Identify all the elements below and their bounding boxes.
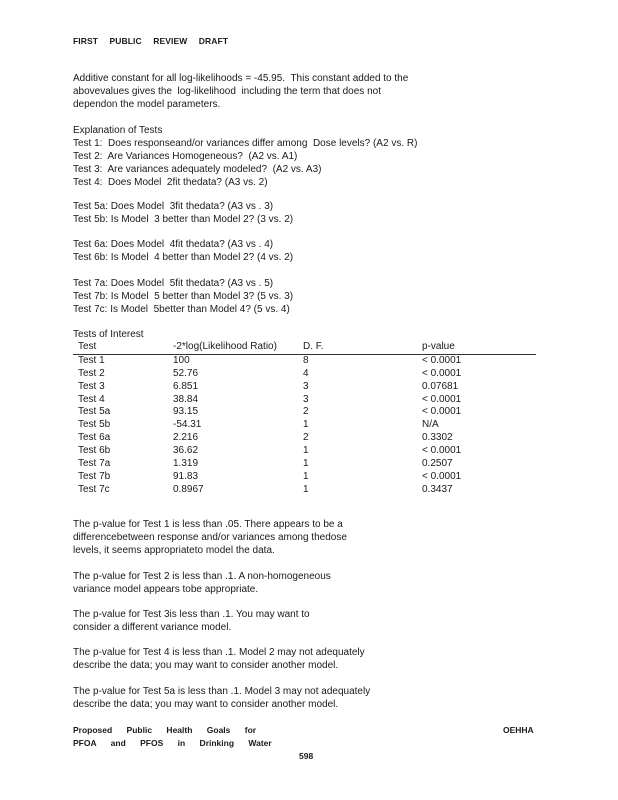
- footer-line: Proposed Public Health Goals for: [73, 725, 257, 735]
- p-value-cell: 0.3302: [422, 432, 453, 444]
- paragraph-test-1: [73, 518, 533, 557]
- df-cell: 1: [303, 419, 309, 431]
- likelihood-ratio-cell: -54.31: [173, 419, 202, 431]
- text-line: The p-value for Test 1 is less than .05. There appears to be a: [73, 519, 343, 530]
- footer-document-title: [73, 724, 272, 750]
- df-cell: 4: [303, 367, 309, 379]
- likelihood-ratio-cell: 0.8967: [173, 483, 204, 495]
- table-row: [73, 432, 536, 445]
- test-name-cell: Test 3: [78, 380, 105, 392]
- page-header: FIRST PUBLIC REVIEW DRAFT: [73, 36, 229, 46]
- text-line: The p-value for Test 3is less than .1. You may want to: [73, 609, 310, 620]
- p-value-cell: N/A: [422, 419, 439, 431]
- p-value-cell: < 0.0001: [422, 367, 462, 379]
- table-row: [73, 381, 536, 394]
- likelihood-ratio-cell: 38.84: [173, 393, 199, 405]
- table-row: [73, 471, 536, 484]
- p-value-cell: 0.3437: [422, 483, 453, 495]
- p-value-cell: < 0.0001: [422, 393, 462, 405]
- tests-7-block: [73, 277, 543, 316]
- text-line: The p-value for Test 4 is less than .1. Model 2 may not adequately: [73, 647, 365, 658]
- p-value-cell: < 0.0001: [422, 406, 462, 418]
- text-line: Test 1: Does responseand/or variances differ among Dose levels? (A2 vs. R): [73, 138, 418, 149]
- test-name-cell: Test 2: [78, 367, 105, 379]
- text-line: Test 4: Does Model 2fit thedata? (A3 vs. 2): [73, 177, 268, 188]
- df-cell: 3: [303, 393, 309, 405]
- test-name-cell: Test 7b: [78, 470, 111, 482]
- footer-agency: OEHHA: [503, 725, 534, 735]
- likelihood-ratio-cell: 52.76: [173, 367, 199, 379]
- p-value-cell: < 0.0001: [422, 354, 462, 366]
- test-name-cell: Test 4: [78, 393, 105, 405]
- df-cell: 2: [303, 406, 309, 418]
- df-cell: 1: [303, 470, 309, 482]
- table-row: [73, 458, 536, 471]
- text-line: levels, it seems appropriateto model the data.: [73, 545, 275, 556]
- text-line: describe the data; you may want to consider another model.: [73, 660, 339, 671]
- table-row: [73, 419, 536, 432]
- df-cell: 1: [303, 445, 309, 457]
- footer-line: PFOA and PFOS in Drinking Water: [73, 738, 272, 748]
- p-value-cell: 0.2507: [422, 458, 453, 470]
- table-row: [73, 445, 536, 458]
- table-body: [73, 355, 536, 497]
- test-name-cell: Test 6a: [78, 432, 111, 444]
- likelihood-ratio-cell: 2.216: [173, 432, 199, 444]
- test-name-cell: Test 5b: [78, 419, 111, 431]
- text-line: describe the data; you may want to consider another model.: [73, 699, 339, 710]
- likelihood-ratio-cell: 91.83: [173, 470, 199, 482]
- table-header-row: [73, 341, 536, 355]
- text-line: Test 3: Are variances adequately modeled? (A2 vs. A3): [73, 164, 322, 175]
- text-line: The p-value for Test 5a is less than .1. Model 3 may not adequately: [73, 686, 371, 697]
- table-row: [73, 355, 536, 368]
- text-line: Test 2: Are Variances Homogeneous? (A2 vs. A1): [73, 151, 298, 162]
- table-row: [73, 394, 536, 407]
- test-name-cell: Test 7a: [78, 458, 111, 470]
- table-row: [73, 368, 536, 381]
- text-line: dependon the model parameters.: [73, 99, 221, 110]
- df-cell: 1: [303, 458, 309, 470]
- test-name-cell: Test 1: [78, 354, 105, 366]
- text-line: Test 5a: Does Model 3fit thedata? (A3 vs . 3): [73, 201, 274, 212]
- text-line: differencebetween response and/or variances among thedose: [73, 532, 347, 543]
- column-header: Test: [78, 341, 97, 352]
- section-heading: Explanation of Tests: [73, 125, 163, 136]
- likelihood-ratio-cell: 6.851: [173, 380, 199, 392]
- df-cell: 2: [303, 432, 309, 444]
- test-name-cell: Test 5a: [78, 406, 111, 418]
- column-header: p-value: [422, 341, 455, 352]
- paragraph-test-4: [73, 646, 533, 672]
- constant-note: [73, 72, 543, 111]
- likelihood-ratio-cell: 1.319: [173, 458, 199, 470]
- test-name-cell: Test 6b: [78, 445, 111, 457]
- likelihood-ratio-cell: 93.15: [173, 406, 199, 418]
- page-number: 598: [299, 751, 314, 761]
- tests-explanation: [73, 124, 543, 189]
- test-name-cell: Test 7c: [78, 483, 110, 495]
- p-value-cell: < 0.0001: [422, 445, 462, 457]
- text-line: Test 5b: Is Model 3 better than Model 2? (3 vs. 2): [73, 214, 294, 225]
- text-line: Additive constant for all log-likelihoods = -45.95. This constant added to the: [73, 73, 409, 84]
- df-cell: 1: [303, 483, 309, 495]
- text-line: Test 6a: Does Model 4fit thedata? (A3 vs . 4): [73, 239, 274, 250]
- text-line: variance model appears tobe appropriate.: [73, 584, 259, 595]
- likelihood-ratio-cell: 100: [173, 354, 190, 366]
- text-line: Test 7a: Does Model 5fit thedata? (A3 vs . 5): [73, 278, 274, 289]
- text-line: Test 7c: Is Model 5better than Model 4? (5 vs. 4): [73, 304, 290, 315]
- column-header: D. F.: [303, 341, 324, 352]
- paragraph-test-3: [73, 608, 533, 634]
- likelihood-ratio-cell: 36.62: [173, 445, 199, 457]
- table-row: [73, 484, 536, 497]
- table-row: [73, 406, 536, 419]
- text-line: The p-value for Test 2 is less than .1. A non-homogeneous: [73, 571, 331, 582]
- tests-5-block: [73, 200, 543, 226]
- text-line: Test 7b: Is Model 5 better than Model 3? (5 vs. 3): [73, 291, 294, 302]
- paragraph-test-5a: [73, 685, 533, 711]
- p-value-cell: 0.07681: [422, 380, 459, 392]
- text-line: abovevalues gives the log-likelihood including the term that does not: [73, 86, 381, 97]
- paragraph-test-2: [73, 570, 533, 596]
- p-value-cell: < 0.0001: [422, 470, 462, 482]
- table-title: Tests of Interest: [73, 329, 144, 340]
- text-line: Test 6b: Is Model 4 better than Model 2? (4 vs. 2): [73, 252, 294, 263]
- df-cell: 3: [303, 380, 309, 392]
- df-cell: 8: [303, 354, 309, 366]
- tests-6-block: [73, 238, 543, 264]
- tests-of-interest-table: [73, 328, 536, 497]
- text-line: consider a different variance model.: [73, 622, 232, 633]
- column-header: -2*log(Likelihood Ratio): [173, 341, 277, 352]
